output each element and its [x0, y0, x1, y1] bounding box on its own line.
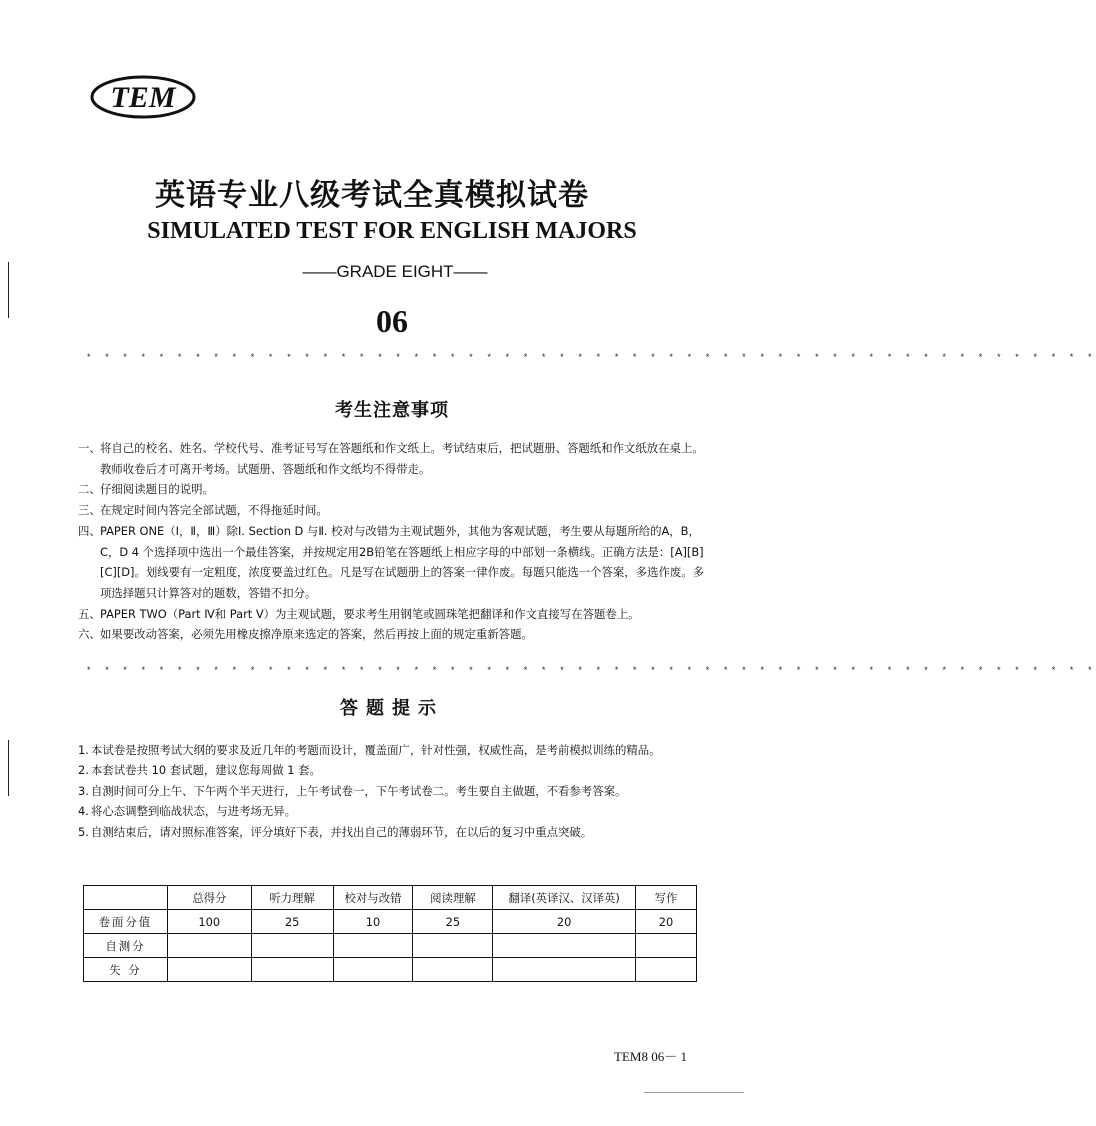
table-cell: 20	[636, 910, 697, 934]
divider	[644, 1092, 744, 1093]
tips-title: 答题提示	[340, 698, 444, 719]
notice-item	[78, 604, 710, 625]
notice-item-number: 四、	[78, 523, 101, 538]
table-cell: 100	[167, 910, 251, 934]
tips-list	[78, 740, 712, 842]
notice-item	[78, 624, 710, 645]
tip-item	[78, 801, 712, 821]
notice-item	[78, 479, 710, 500]
notice-item-number: 二、	[78, 482, 101, 497]
table-header-cell: 听力理解	[251, 886, 333, 910]
tip-item-text: 本试卷是按照考试大纲的要求及近几年的考题而设计，覆盖面广，针对性强，权威性高，是考前模拟训练的精品。	[91, 743, 661, 757]
notice-item	[78, 521, 710, 604]
title-chinese: 英语专业八级考试全真模拟试卷	[155, 178, 589, 213]
paper-number: 06	[376, 303, 408, 339]
tip-item-number: 2.	[78, 763, 89, 778]
grade-label: ——GRADE EIGHT——	[302, 262, 488, 281]
notice-item-text: 在规定时间内答完全部试题，不得拖延时间。	[100, 503, 328, 518]
table-row-label: 自测分	[84, 934, 168, 958]
notice-item-number: 五、	[78, 606, 101, 621]
table-header-row	[84, 886, 697, 910]
table-cell	[493, 958, 636, 982]
tip-item	[78, 760, 712, 780]
table-header-cell: 校对与改错	[333, 886, 413, 910]
notice-title: 考生注意事项	[335, 400, 449, 421]
tip-item	[78, 740, 712, 760]
table-header-cell	[84, 886, 168, 910]
page-code: TEM8 06－ 1	[614, 1049, 687, 1064]
tip-item-text: 将心态调整到临战状态，与进考场无异。	[91, 804, 297, 819]
notice-item-text: 如果要改动答案，必须先用橡皮擦净原来选定的答案，然后再按上面的规定重新答题。	[100, 627, 533, 642]
tem-logo	[88, 72, 198, 122]
notice-item-number: 三、	[78, 503, 101, 518]
table-cell	[413, 958, 493, 982]
table-header-cell: 总得分	[167, 886, 251, 910]
table-cell	[167, 934, 251, 958]
table-row	[84, 958, 697, 982]
table-cell	[636, 958, 697, 982]
tip-item-number: 4.	[78, 804, 89, 819]
tip-item-number: 5.	[78, 824, 89, 839]
tip-item-number: 1.	[78, 743, 89, 757]
table-cell	[493, 934, 636, 958]
table-cell: 25	[413, 910, 493, 934]
svg-text:TEM: TEM	[110, 81, 176, 114]
tip-item-text: 自测时间可分上午、下午两个半天进行，上午考试卷一，下午考试卷二。考生要自主做题，不看参考答案。	[91, 783, 627, 798]
table-cell	[167, 958, 251, 982]
notice-item-text: PAPER TWO（Part Ⅳ和 Part Ⅴ）为主观试题，要求考生用钢笔或圆珠笔把翻译和作文直接写在答题卷上。	[100, 606, 640, 621]
notice-item-text: 仔细阅读题目的说明。	[100, 482, 214, 497]
table-row	[84, 934, 697, 958]
table-row-label: 卷面分值	[84, 910, 168, 934]
table-row-label: 失 分	[84, 958, 168, 982]
table-cell	[333, 958, 413, 982]
notice-item-text: PAPER ONE（Ⅰ，Ⅱ，Ⅲ）除Ⅰ. Section D 与Ⅱ. 校对与改错为主观试题外，其他为客观试题，考生要从每题所给的A，B，C，D 4 个选择项中选出一个最佳答案，并按规定用2B铅笔在答题纸上相应字母的中部划一条横线。正确方法是：[A][B][C][D]。划线要有一定粗度，浓度要盖过红色。凡是写在试题册上的答案一律作废。每题只能选一个答案，多选作废。多项选择题只计算答对的题数，答错不扣分。	[100, 523, 705, 600]
table-cell	[251, 934, 333, 958]
notice-list	[78, 438, 710, 645]
tip-item-text: 自测结束后，请对照标准答案，评分填好下表，并找出自己的薄弱环节，在以后的复习中重点突破。	[91, 824, 593, 839]
table-row	[84, 910, 697, 934]
table-cell	[413, 934, 493, 958]
notice-item	[78, 500, 710, 521]
star-divider: * * * * * * * * * * * * * * * * * * * * * * * * * * * * * * * * * * * * * * * * * * * * * * * * * * * * * * * *	[86, 666, 1096, 676]
tip-item-number: 3.	[78, 783, 89, 798]
tip-item	[78, 781, 712, 801]
title-english: SIMULATED TEST FOR ENGLISH MAJORS	[147, 218, 637, 244]
table-cell	[251, 958, 333, 982]
table-cell: 10	[333, 910, 413, 934]
table-cell: 20	[493, 910, 636, 934]
table-header-cell: 写作	[636, 886, 697, 910]
table-cell	[333, 934, 413, 958]
notice-item-number: 一、	[78, 441, 101, 455]
table-header-cell: 翻译(英译汉、汉译英)	[493, 886, 636, 910]
binding-mark	[8, 740, 12, 796]
score-table	[83, 885, 697, 982]
tip-item	[78, 822, 712, 842]
table-cell: 25	[251, 910, 333, 934]
notice-item-text: 将自己的校名、姓名、学校代号、准考证号写在答题纸和作文纸上。考试结束后，把试题册、答题纸和作文纸放在桌上。教师收卷后才可离开考场。试题册、答题纸和作文纸均不得带走。	[100, 441, 704, 476]
star-divider: * * * * * * * * * * * * * * * * * * * * * * * * * * * * * * * * * * * * * * * * * * * * * * * * * * * * * * * *	[86, 353, 1096, 363]
notice-item	[78, 438, 710, 479]
notice-item-number: 六、	[78, 627, 101, 642]
table-header-cell: 阅读理解	[413, 886, 493, 910]
tip-item-text: 本套试卷共 10 套试题，建议您每周做 1 套。	[91, 763, 321, 778]
table-cell	[636, 934, 697, 958]
